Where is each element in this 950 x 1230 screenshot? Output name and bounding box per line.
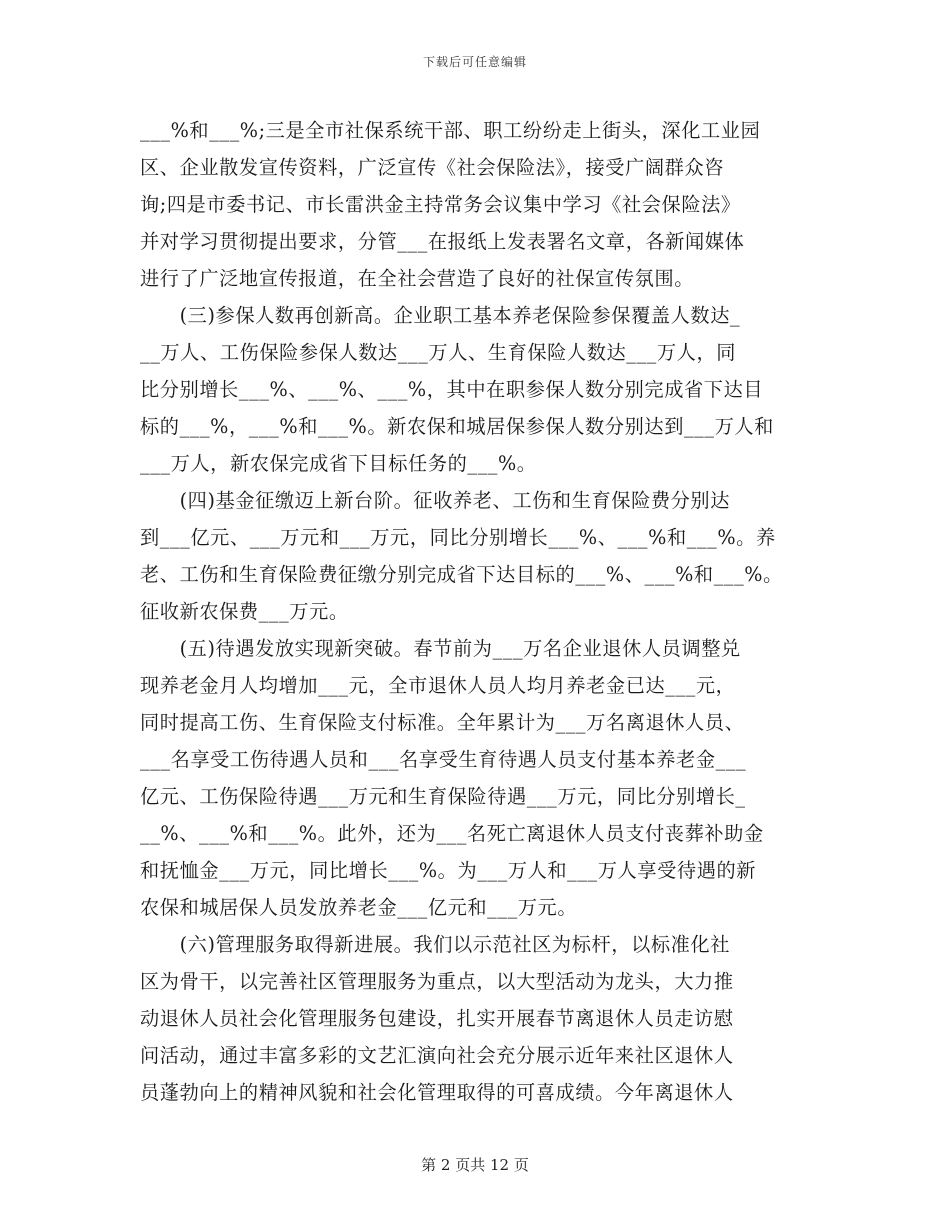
page-footer: 第 2 页共 12 页 <box>421 1156 529 1174</box>
text-line: 亿元、工伤保险待遇___万元和生育保险待遇___万元，同比分别增长_ <box>140 785 746 808</box>
text-line: 征收新农保费___万元。 <box>140 600 349 623</box>
document-body <box>140 112 808 1111</box>
text-line: (四)基金征缴迈上新台阶。征收养老、工伤和生育保险费分别达 <box>140 489 731 512</box>
text-line: 询;四是市委书记、市长雷洪金主持常务会议集中学习《社会保险法》 <box>140 193 741 216</box>
text-line: 员蓬勃向上的精神风貌和社会化管理取得的可喜成绩。今年离退休人 <box>140 1081 734 1104</box>
text-line: ___万人，新农保完成省下目标任务的___%。 <box>140 452 537 475</box>
text-line: (五)待遇发放实现新突破。春节前为___万名企业退休人员调整兑 <box>140 637 741 660</box>
text-line: __万人、工伤保险参保人数达___万人、生育保险人数达___万人，同 <box>140 341 737 364</box>
text-line: 动退休人员社会化管理服务包建设，扎实开展春节离退休人员走访慰 <box>140 1007 734 1030</box>
text-line: 标的___%，___%和___%。新农保和城居保参保人数分别达到___万人和 <box>140 415 774 438</box>
text-line: (三)参保人数再创新高。企业职工基本养老保险参保覆盖人数达_ <box>140 304 741 327</box>
text-line: (六)管理服务取得新进展。我们以示范社区为标杆，以标准化社 <box>140 933 731 956</box>
text-line: 同时提高工伤、生育保险支付标准。全年累计为___万名离退休人员、 <box>140 711 745 734</box>
page-header: 下载后可任意编辑 <box>422 55 527 69</box>
text-line: ___%和___%;三是全市社保系统干部、职工纷纷走上街头，深化工业园 <box>140 119 761 142</box>
text-line: 和抚恤金___万元，同比增长___%。为___万人和___万人享受待遇的新 <box>140 859 757 882</box>
text-line: 区、企业散发宣传资料，广泛宣传《社会保险法》，接受广阔群众咨 <box>140 156 725 179</box>
text-line: __%、___%和___%。此外，还为___名死亡离退休人员支付丧葬补助金 <box>140 822 764 845</box>
text-line: 农保和城居保人员发放养老金___亿元和___万元。 <box>140 896 578 919</box>
text-line: 区为骨干，以完善社区管理服务为重点，以大型活动为龙头，大力推 <box>140 970 734 993</box>
text-line: 到___亿元、___万元和___万元，同比分别增长___%、___%和___%。养 <box>140 526 776 549</box>
text-line: 比分别增长___%、___%、___%，其中在职参保人数分别完成省下达目 <box>140 378 764 401</box>
text-line: 现养老金月人均增加___元，全市退休人员人均月养老金已达___元， <box>140 674 736 697</box>
text-line: 并对学习贯彻提出要求，分管___在报纸上发表署名文章，各新闻媒体 <box>140 230 745 253</box>
text-line: 问活动，通过丰富多彩的文艺汇演向社会充分展示近年来社区退休人 <box>140 1044 734 1067</box>
text-line: 进行了广泛地宣传报道，在全社会营造了良好的社保宣传氛围。 <box>140 267 695 290</box>
text-line: 老、工伤和生育保险费征缴分别完成省下达目标的___%、___%和___%。 <box>140 563 783 586</box>
text-line: ___名享受工伤待遇人员和___名享受生育待遇人员支付基本养老金___ <box>140 748 747 771</box>
